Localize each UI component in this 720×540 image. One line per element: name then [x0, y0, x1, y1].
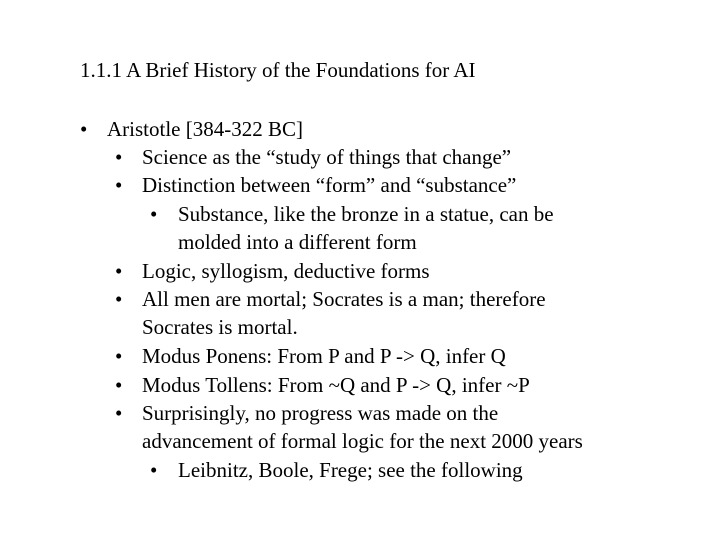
- bullet-glyph: •: [115, 173, 123, 197]
- bullet-text: Surprisingly, no progress was made on the: [142, 401, 499, 425]
- bullet-text: All men are mortal; Socrates is a man; therefore: [142, 287, 546, 311]
- bullet-text: Substance, like the bronze in a statue, can be: [178, 202, 554, 226]
- bullet-text: Modus Ponens: From P and P -> Q, infer Q: [142, 344, 506, 368]
- bullet-text: Distinction between “form” and “substance”: [142, 173, 517, 197]
- bullet-text-continuation: Socrates is mortal.: [142, 315, 298, 340]
- bullet-text: Modus Tollens: From ~Q and P -> Q, infer ~P: [142, 373, 530, 397]
- bullet-glyph: •: [115, 287, 123, 311]
- bullet-text: Logic, syllogism, deductive forms: [142, 259, 430, 283]
- bullet-text: Leibnitz, Boole, Frege; see the following: [178, 458, 523, 482]
- slide-title: 1.1.1 A Brief History of the Foundations for AI: [80, 58, 476, 82]
- bullet-glyph: •: [115, 373, 123, 397]
- bullet-text-continuation: advancement of formal logic for the next 2000 years: [142, 429, 583, 454]
- bullet-glyph: •: [115, 401, 123, 425]
- bullet-glyph: •: [115, 344, 123, 368]
- bullet-text: Science as the “study of things that change”: [142, 145, 512, 169]
- bullet-glyph: •: [80, 117, 88, 141]
- bullet-text-continuation: molded into a different form: [178, 230, 417, 255]
- bullet-glyph: •: [150, 202, 158, 226]
- bullet-glyph: •: [115, 145, 123, 169]
- bullet-text: Aristotle [384-322 BC]: [107, 117, 303, 141]
- bullet-glyph: •: [150, 458, 158, 482]
- bullet-glyph: •: [115, 259, 123, 283]
